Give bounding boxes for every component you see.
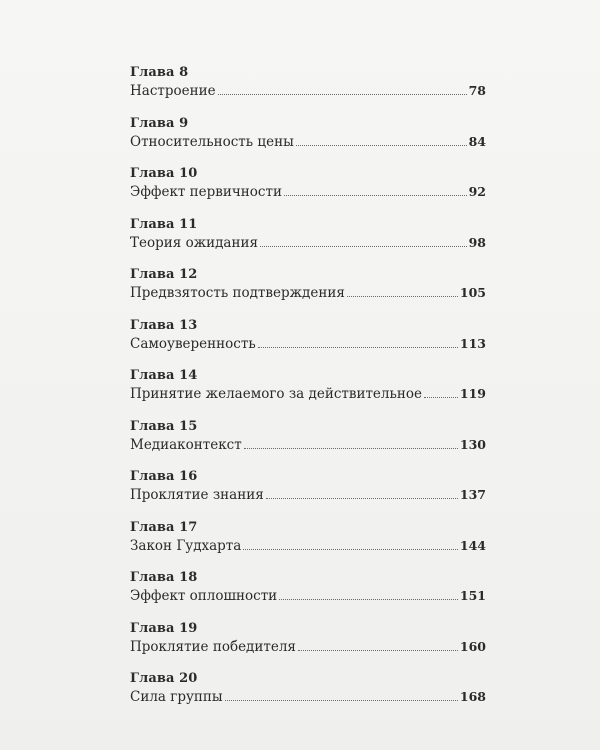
chapter-label: Глава 15: [130, 418, 198, 434]
chapter-label: Глава 18: [130, 570, 198, 585]
page-number: 105: [459, 285, 486, 300]
toc-entry: [130, 165, 486, 216]
page-number: 144: [459, 537, 486, 553]
toc-line: [130, 485, 486, 505]
toc-line: [130, 637, 486, 657]
chapter-title: Эффект первичности: [130, 184, 282, 200]
toc-entry: [130, 64, 486, 115]
toc-entry: [130, 670, 486, 721]
dot-leader: [266, 497, 458, 499]
toc-entry: [130, 569, 486, 620]
chapter-label: Глава 12: [130, 267, 198, 282]
toc-line: [130, 182, 486, 202]
page-number: 119: [459, 386, 486, 401]
toc-line: [130, 81, 486, 101]
page-number: 113: [459, 335, 486, 351]
chapter-title: Эффект оплошности: [130, 588, 278, 604]
chapter-title: Сила группы: [130, 689, 223, 705]
chapter-title: Относительность цены: [130, 133, 294, 150]
chapter-label: Глава 20: [130, 671, 198, 686]
page-number: 78: [468, 83, 486, 98]
chapter-label: Глава 13: [130, 317, 198, 333]
dot-leader: [260, 245, 467, 247]
toc-line: [130, 687, 486, 707]
toc-line: [130, 334, 486, 354]
toc-entry: [130, 317, 486, 368]
chapter-title: Проклятие знания: [130, 487, 264, 503]
page-number: 84: [468, 133, 486, 149]
page-number: 92: [468, 184, 486, 199]
dot-leader: [279, 598, 458, 600]
page-number: 137: [459, 487, 486, 502]
chapter-title: Медиаконтекст: [130, 436, 242, 453]
page-number: 98: [468, 234, 486, 250]
chapter-title: Самоуверенность: [130, 335, 256, 352]
dot-leader: [258, 346, 458, 348]
chapter-label: Глава 10: [130, 166, 198, 181]
dot-leader: [244, 447, 458, 449]
toc-line: [130, 536, 486, 556]
chapter-title: Настроение: [130, 83, 216, 99]
dot-leader: [218, 93, 467, 95]
chapter-title: Закон Гудхарта: [130, 537, 242, 554]
page-number: 168: [459, 689, 486, 704]
toc-line: [130, 384, 486, 404]
chapter-label: Глава 17: [130, 519, 198, 535]
dot-leader: [296, 144, 467, 146]
table-of-contents: [130, 64, 486, 721]
toc-entry: [130, 620, 486, 671]
chapter-label: Глава 19: [130, 620, 198, 636]
chapter-label: Глава 16: [130, 469, 198, 484]
toc-line: [130, 435, 486, 455]
chapter-title: Предвзятость подтверждения: [130, 285, 345, 301]
toc-line: [130, 283, 486, 303]
page-number: 151: [459, 588, 486, 603]
toc-entry: [130, 115, 486, 166]
toc-entry: [130, 216, 486, 267]
toc-line: [130, 132, 486, 152]
toc-entry: [130, 519, 486, 570]
toc-line: [130, 586, 486, 606]
chapter-label: Глава 8: [130, 65, 189, 80]
chapter-label: Глава 14: [130, 368, 198, 383]
dot-leader: [243, 548, 458, 550]
chapter-title: Проклятие победителя: [130, 638, 296, 655]
dot-leader: [298, 649, 458, 651]
toc-line: [130, 233, 486, 253]
toc-entry: [130, 367, 486, 418]
dot-leader: [424, 396, 458, 398]
dot-leader: [284, 194, 467, 196]
toc-entry: [130, 468, 486, 519]
chapter-label: Глава 11: [130, 216, 198, 232]
toc-entry: [130, 266, 486, 317]
chapter-label: Глава 9: [130, 115, 189, 131]
dot-leader: [347, 295, 458, 297]
chapter-title: Принятие желаемого за действительное: [130, 386, 422, 402]
chapter-title: Теория ожидания: [130, 234, 258, 251]
toc-entry: [130, 418, 486, 469]
page-number: 160: [459, 638, 486, 654]
dot-leader: [225, 699, 458, 701]
page-number: 130: [459, 436, 486, 452]
